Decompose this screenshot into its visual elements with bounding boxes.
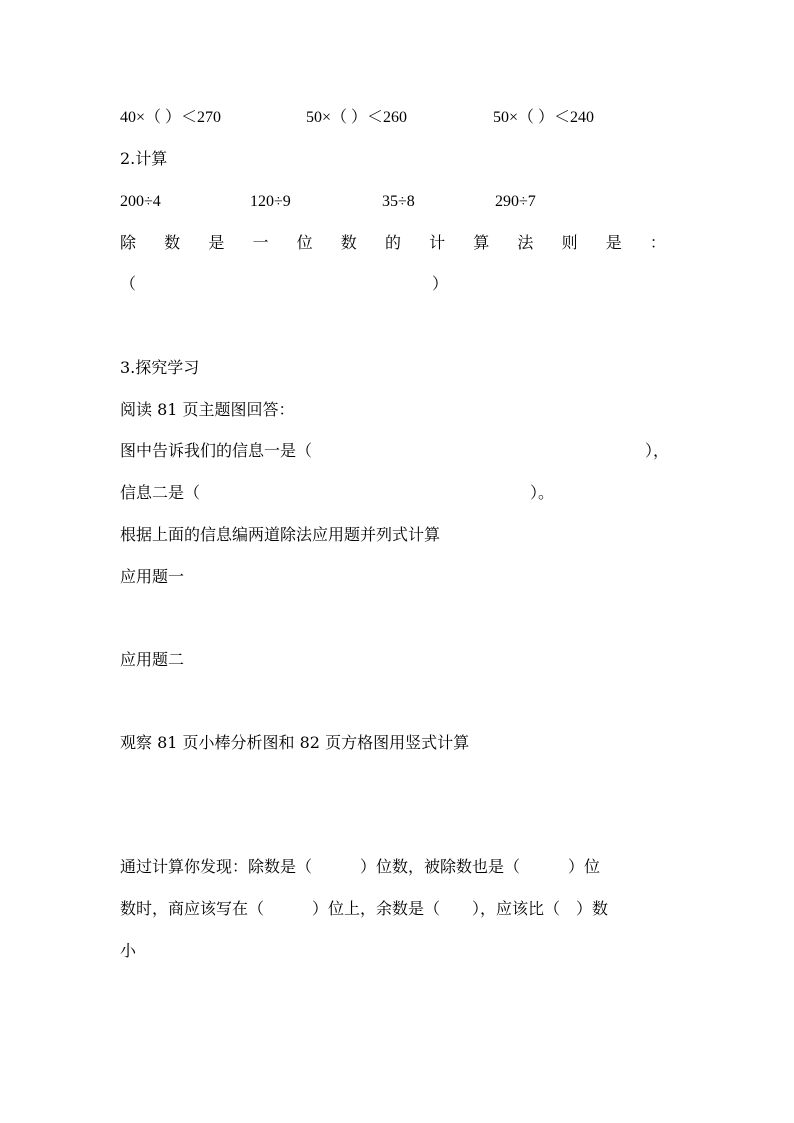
rule-char: ：	[649, 233, 666, 252]
rule-char: 数	[164, 233, 181, 252]
rule-char: 位	[296, 233, 313, 252]
application-problem-2: 应用题二	[120, 650, 185, 669]
rule-char: 法	[517, 233, 534, 252]
section-3-title: 3.探究学习	[120, 358, 200, 377]
rule-char: 算	[473, 233, 490, 252]
rule-char: 计	[429, 233, 446, 252]
discovery-line-1: 通过计算你发现：除数是（ ）位数，被除数也是（ ）位	[120, 857, 601, 876]
application-problem-1: 应用题一	[120, 567, 185, 586]
division-rule-line	[120, 232, 666, 254]
rule-char: 是	[208, 233, 225, 252]
discovery-line-3: 小	[120, 941, 137, 960]
paren-open: （	[120, 274, 137, 293]
rule-char: 一	[252, 233, 269, 252]
info-1-label: 图中告诉我们的信息一是（	[120, 441, 313, 460]
section-2-title: 2.计算	[120, 149, 168, 168]
rule-char: 除	[120, 233, 137, 252]
info-2-end: ）。	[530, 483, 555, 502]
calc-1: 200÷4	[120, 193, 161, 210]
calc-2: 120÷9	[250, 193, 291, 210]
rule-char: 是	[605, 233, 622, 252]
discovery-line-2: 数时，商应该写在（ ）位上，余数是（ ），应该比（ ）数	[120, 899, 609, 918]
rule-char: 的	[384, 233, 401, 252]
read-instruction: 阅读 81 页主题图回答：	[120, 400, 295, 419]
inequality-2: 50×（ ）＜260	[306, 109, 408, 126]
inequality-3: 50×（ ）＜240	[493, 109, 595, 126]
compose-instruction: 根据上面的信息编两道除法应用题并列式计算	[120, 525, 441, 544]
calc-4: 290÷7	[495, 193, 536, 210]
info-1-end: ），	[645, 441, 670, 460]
observe-instruction: 观察 81 页小棒分析图和 82 页方格图用竖式计算	[120, 733, 470, 752]
info-2-label: 信息二是（	[120, 483, 201, 502]
rule-char: 则	[561, 233, 578, 252]
inequality-1: 40×（ ）＜270	[120, 109, 222, 126]
calc-3: 35÷8	[382, 193, 415, 210]
rule-char: 数	[340, 233, 357, 252]
paren-close: ）	[432, 274, 449, 293]
